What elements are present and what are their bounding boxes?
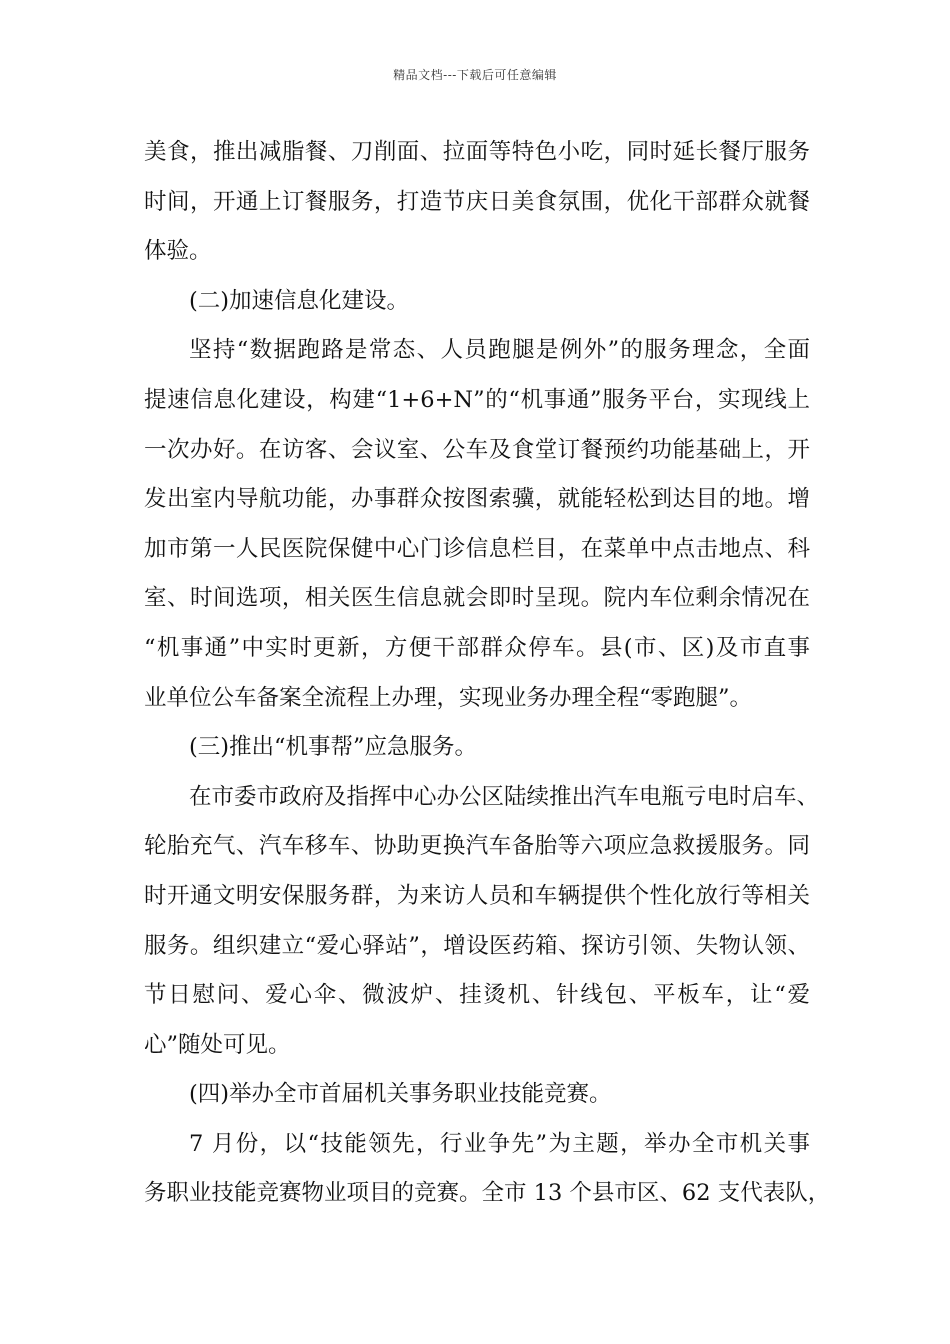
text-line: 时开通文明安保服务群，为来访人员和车辆提供个性化放行等相关 [144,882,810,909]
text-line: 时间，开通上订餐服务，打造节庆日美食氛围，优化干部群众就餐 [144,188,810,215]
text-line: 提速信息化建设，构建“1+6+N”的“机事通”服务平台，实现线上 [144,386,810,413]
text-line: 务职业技能竞赛物业项目的竞赛。全市 13 个县市区、62 支代表队， [144,1180,831,1207]
text-line: 7 月份，以“技能领先，行业争先”为主题，举办全市机关事 [189,1130,810,1157]
text-line: 美食，推出减脂餐、刀削面、拉面等特色小吃，同时延长餐厅服务 [144,139,810,165]
text-line: 体验。 [144,238,212,265]
text-line: 在市委市政府及指挥中心办公区陆续推出汽车电瓶亏电时启车、 [189,783,820,810]
text-line: 加市第一人民医院保健中心门诊信息栏目，在菜单中点击地点、科 [144,535,810,562]
text-line: (二)加速信息化建设。 [189,287,410,314]
text-line: 心”随处可见。 [144,1031,291,1058]
text-line: 一次办好。在访客、会议室、公车及食堂订餐预约功能基础上，开 [144,436,810,463]
text-line: 服务。组织建立“爱心驿站”，增设医药箱、探访引领、失物认领、 [144,932,810,959]
text-line: 轮胎充气、汽车移车、协助更换汽车备胎等六项应急救援服务。同 [144,833,810,860]
text-line: 业单位公车备案全流程上办理，实现业务办理全程“零跑腿”。 [144,684,753,711]
text-line: (三)推出“机事帮”应急服务。 [189,734,478,761]
text-line: 节日慰问、爱心伞、微波炉、挂烫机、针线包、平板车，让“爱 [144,982,810,1009]
text-line: (四)举办全市首届机关事务职业技能竞赛。 [189,1081,612,1108]
text-line: 室、时间选项，相关医生信息就会即时呈现。院内车位剩余情况在 [144,585,810,612]
document-body [144,128,831,1219]
text-line: “机事通”中实时更新，方便干部群众停车。县(市、区)及市直事 [144,634,810,661]
page-header: 精品文档---下载后可任意编辑 [393,68,557,82]
text-line: 发出室内导航功能，办事群众按图索骥，就能轻松到达目的地。增 [144,486,810,513]
text-line: 坚持“数据跑路是常态、人员跑腿是例外”的服务理念，全面 [189,337,810,364]
